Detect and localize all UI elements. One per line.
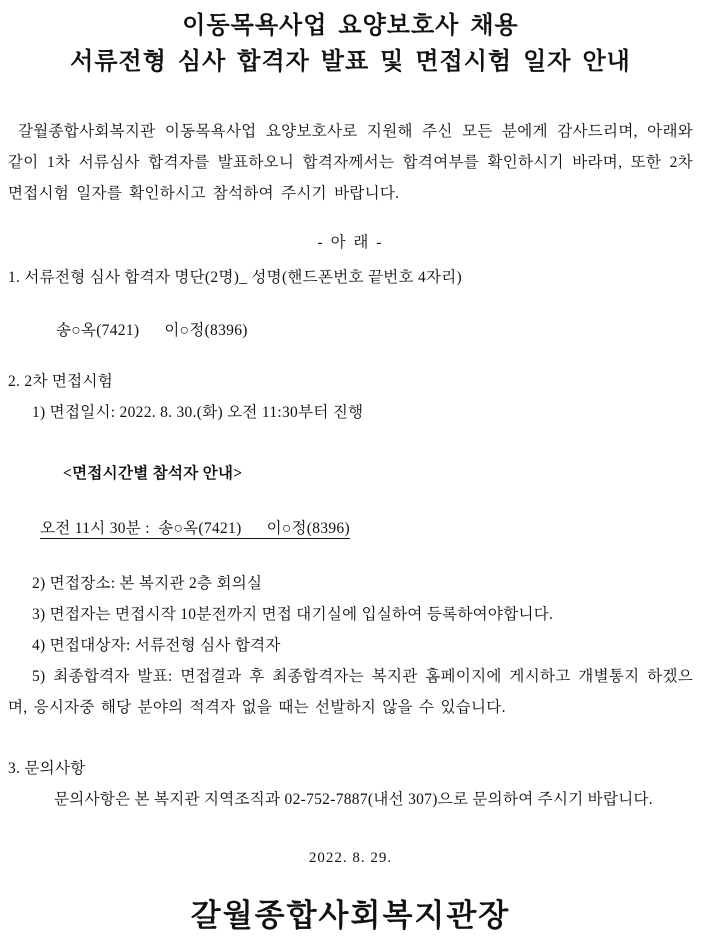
interview-schedule-heading: <면접시간별 참석자 안내> xyxy=(63,465,243,482)
section2-item-final-results: 5) 최종합격자 발표: 면접결과 후 최종합격자는 복지관 홈페이지에 게시하고 개별통지 하겠으며, 응시자중 해당 분야의 적격자 없을 때는 선발하지 않을 수 있습니다. xyxy=(8,668,693,716)
section2-heading: 2. 2차 면접시험 xyxy=(8,373,113,390)
section2-item-registration: 3) 면접자는 면접시작 10분전까지 면접 대기실에 입실하여 등록하여야합니다. xyxy=(32,606,554,623)
section1-pass-names: 송○옥(7421) 이○정(8396) xyxy=(56,322,248,339)
section1-heading: 1. 서류전형 심사 합격자 명단(2명)_ 성명(핸드폰번호 끝번호 4자리) xyxy=(8,269,462,286)
interview-schedule-line xyxy=(8,513,693,544)
intro-paragraph: 갈월종합사회복지관 이동목욕사업 요양보호사로 지원해 주신 모든 분에게 감사드리며, 아래와 같이 1차 서류심사 합격자를 발표하오니 합격자께서는 합격여부를 확인하시기 바라며, 또한 2차 면접시험 일자를 확인하시고 참석하여 주시기 바랍니다. xyxy=(8,123,693,202)
section2-item-location: 2) 면접장소: 본 복지관 2층 회의실 xyxy=(32,575,263,592)
section2-item-datetime: 1) 면접일시: 2022. 8. 30.(화) 오전 11:30부터 진행 xyxy=(32,404,364,421)
document-title-line2: 서류전형 심사 합격자 발표 및 면접시험 일자 안내 xyxy=(70,49,631,75)
section3-contact-info: 문의사항은 본 복지관 지역조직과 02-752-7887(내선 307)으로 문의하여 주시기 바랍니다. xyxy=(54,791,653,808)
section3-heading: 3. 문의사항 xyxy=(8,760,86,777)
below-divider: - 아 래 - xyxy=(317,234,384,251)
section2-item-candidates: 4) 면접대상자: 서류전형 심사 합격자 xyxy=(32,637,281,654)
document-date: 2022. 8. 29. xyxy=(308,850,393,866)
document-title-line1: 이동목욕사업 요양보호사 채용 xyxy=(182,13,519,39)
signature-org-title: 갈월종합사회복지관장 xyxy=(190,898,511,933)
interview-schedule-text: 오전 11시 30분 : 송○옥(7421) 이○정(8396) xyxy=(40,520,350,537)
